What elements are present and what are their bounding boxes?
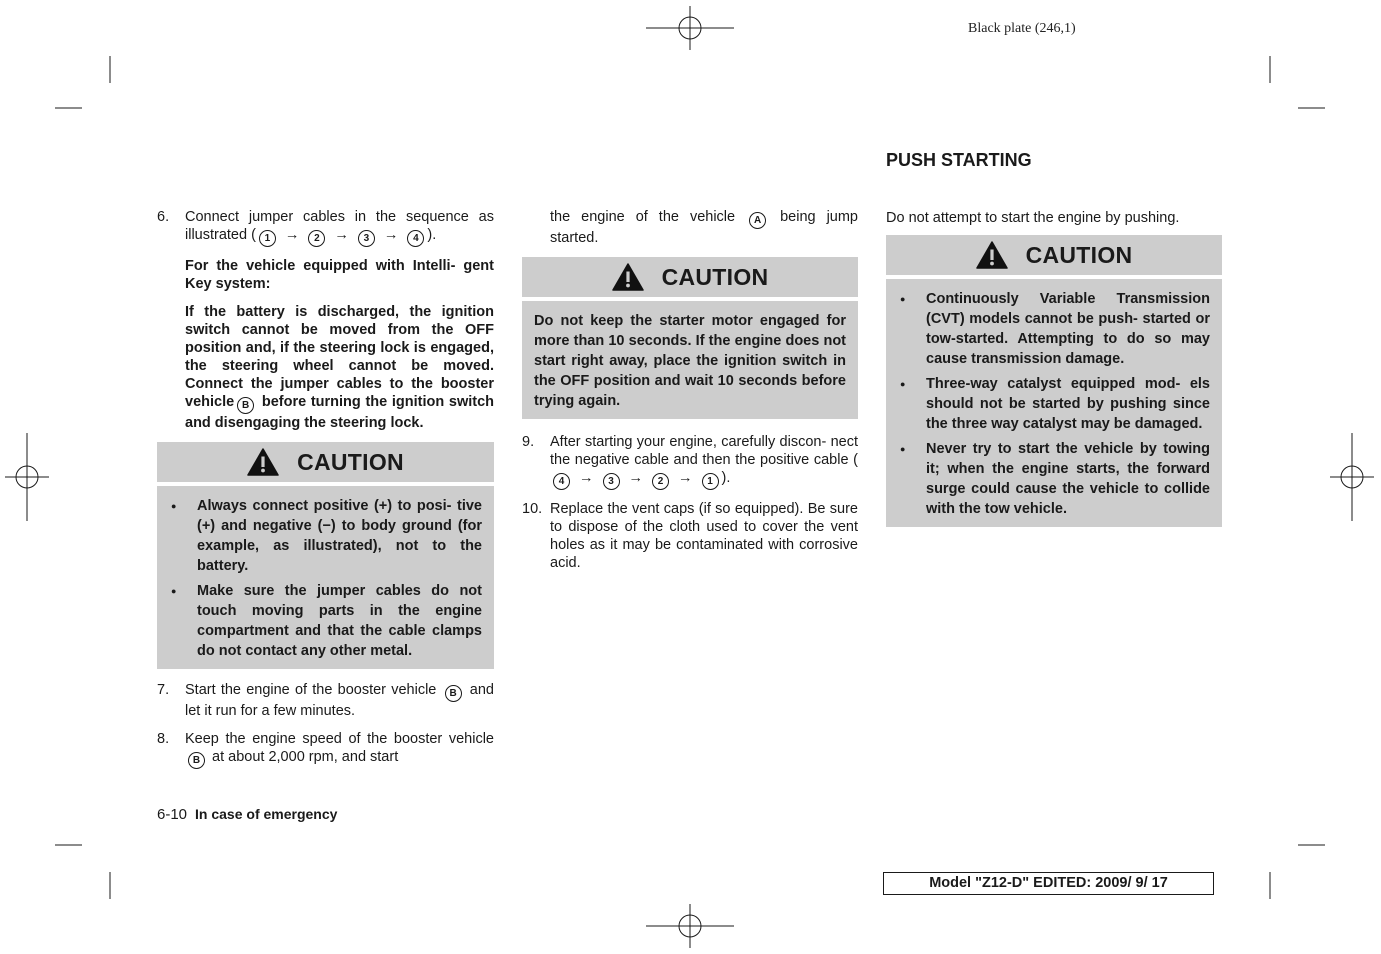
step-text-end: ). bbox=[721, 470, 731, 486]
vehicle-badge: B bbox=[188, 752, 205, 769]
column-middle bbox=[522, 208, 858, 582]
step-9 bbox=[522, 433, 858, 490]
step-number: 8. bbox=[157, 731, 170, 747]
vehicle-badge: B bbox=[237, 397, 254, 414]
caution-list bbox=[169, 496, 482, 661]
continuation-text: the engine of the vehicle bbox=[550, 209, 736, 225]
caution-content bbox=[886, 279, 1222, 527]
vehicle-badge: B bbox=[445, 685, 462, 702]
page-number: 6-10 bbox=[157, 806, 188, 823]
arrow-icon: → bbox=[628, 470, 643, 486]
warning-icon bbox=[976, 241, 1008, 269]
sequence-badge: 1 bbox=[259, 230, 276, 247]
step-text: After starting your engine, carefully discon- nect the negative cable and then the positive cable ( bbox=[550, 434, 858, 468]
sequence-badge: 2 bbox=[652, 473, 669, 490]
step-10 bbox=[522, 500, 858, 572]
sequence-badge: 2 bbox=[308, 230, 325, 247]
step-text: Replace the vent caps (if so equipped). Be sure to dispose of the cloth used to cover the vent holes as it may be contaminated with corrosive acid. bbox=[550, 501, 858, 571]
section-heading: PUSH STARTING bbox=[886, 150, 1032, 170]
step-6 bbox=[157, 208, 494, 247]
caution-box bbox=[886, 235, 1222, 527]
sequence-badge: 3 bbox=[603, 473, 620, 490]
step-text: Start the engine of the booster vehicle bbox=[185, 682, 437, 698]
sequence-badge: 4 bbox=[553, 473, 570, 490]
section-name: In case of emergency bbox=[195, 806, 338, 822]
arrow-icon: → bbox=[579, 470, 594, 486]
step-number: 7. bbox=[157, 682, 170, 698]
step-number: 10. bbox=[522, 501, 543, 517]
step-text: Connect jumper cables in the sequence as illustrated ( bbox=[185, 209, 494, 243]
battery-note-text-end: before turning the ignition switch and disengaging the steering lock. bbox=[185, 394, 495, 431]
caution-header bbox=[522, 257, 858, 301]
caution-title: CAUTION bbox=[297, 449, 404, 475]
battery-note-text: If the battery is discharged, the ignition switch cannot be moved from the OFF position and, if the steering lock is engaged, the steering wheel cannot be moved. Connect the jumper cables to the booster vehicle bbox=[185, 304, 494, 410]
intelligent-key-heading: For the vehicle equipped with Intelli- gent Key system: bbox=[185, 258, 494, 292]
caution-box bbox=[522, 257, 858, 419]
warning-icon bbox=[612, 263, 644, 291]
plate-label: Black plate (246,1) bbox=[968, 21, 1076, 36]
step-number: 9. bbox=[522, 434, 535, 450]
caution-box bbox=[157, 442, 494, 669]
step-7 bbox=[157, 681, 494, 720]
sequence-badge: 3 bbox=[358, 230, 375, 247]
arrow-icon: → bbox=[383, 227, 399, 243]
caution-item: ● Three-way catalyst equipped mod- els should not be started by pushing since the three way catalyst may be damaged. bbox=[898, 374, 1210, 434]
step-text-end: at about 2,000 rpm, and start bbox=[212, 749, 399, 765]
column-right bbox=[886, 151, 1222, 527]
caution-content: Do not keep the starter motor engaged for more than 10 seconds. If the engine does not start right away, place the ignition switch in the OFF position and wait 10 seconds before trying again. bbox=[534, 313, 846, 409]
step-text-end: and let it run for a few minutes. bbox=[185, 682, 494, 719]
caution-title: CAUTION bbox=[661, 264, 769, 290]
vehicle-badge: A bbox=[749, 212, 766, 229]
arrow-icon: → bbox=[678, 470, 693, 486]
model-edit-box: Model "Z12-D" EDITED: 2009/ 9/ 17 bbox=[883, 872, 1214, 895]
caution-header bbox=[157, 442, 494, 486]
caution-item: ● Make sure the jumper cables do not touch moving parts in the engine compartment and that the cable clamps do not contact any other metal. bbox=[169, 581, 482, 661]
caution-title: CAUTION bbox=[1025, 242, 1133, 268]
arrow-icon: → bbox=[284, 227, 300, 243]
caution-item: ● Always connect positive (+) to posi- tive (+) and negative (−) to body ground (for example, as illustrated), not to the battery. bbox=[169, 496, 482, 576]
step-8 bbox=[157, 730, 494, 769]
arrow-icon: → bbox=[334, 227, 349, 243]
step-8-continuation bbox=[522, 208, 858, 247]
caution-item: ● Never try to start the vehicle by towing it; when the engine starts, the forward surge could cause the vehicle to collide with the tow vehicle. bbox=[898, 439, 1210, 519]
sequence-badge: 1 bbox=[702, 473, 719, 490]
battery-note bbox=[157, 303, 494, 432]
column-left bbox=[157, 208, 494, 779]
continuation-text-end: being jump started. bbox=[550, 209, 859, 246]
caution-item: ● Continuously Variable Transmission (CVT) models cannot be push- started or tow-started. Attempting to do so may cause transmission damage. bbox=[898, 289, 1210, 369]
intro-text: Do not attempt to start the engine by pushing. bbox=[886, 210, 1180, 226]
sequence-badge: 4 bbox=[407, 230, 424, 247]
caution-header bbox=[886, 235, 1222, 279]
step-text: Keep the engine speed of the booster vehicle bbox=[185, 731, 494, 747]
warning-icon bbox=[247, 448, 279, 476]
caution-content bbox=[157, 486, 494, 669]
page-footer bbox=[157, 806, 337, 823]
caution-list bbox=[898, 289, 1210, 519]
step-number: 6. bbox=[157, 209, 170, 225]
step-text-end: ). bbox=[427, 227, 437, 243]
